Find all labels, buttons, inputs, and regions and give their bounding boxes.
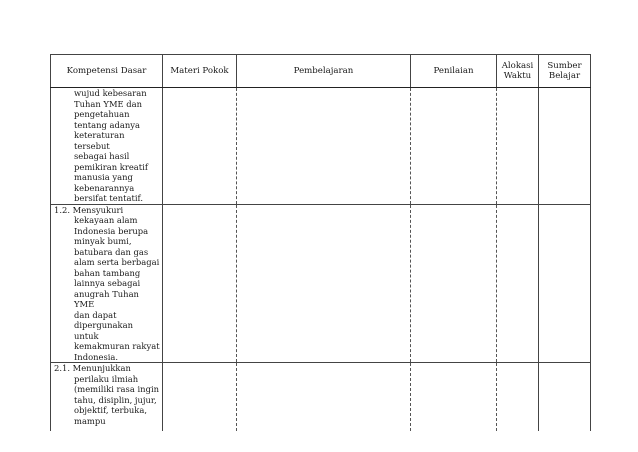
- kompetensi-cell: [51, 88, 163, 205]
- table-row: [51, 363, 591, 432]
- kompetensi-number: 2.1. Menunjukkan: [54, 363, 131, 373]
- penilaian-cell: [411, 363, 497, 432]
- pembelajaran-cell: [237, 88, 411, 205]
- header-kompetensi-dasar: Kompetensi Dasar: [51, 55, 163, 88]
- kompetensi-text: kekayaan alam Indonesia berupa minyak bumi, batubara dan gas alam serta berbagai bahan tambang lainnya sebagai anugrah Tuhan YME dan dapat dipergunakan untuk kemakmuran rakyat Indonesia.: [74, 215, 160, 362]
- kompetensi-text: wujud kebesaran Tuhan YME dan pengetahuan tentang adanya keteraturan tersebut sebagai hasil pemikiran kreatif manusia yang kebenarannya bersifat tentatif.: [74, 88, 148, 203]
- sumber-cell: [539, 204, 591, 363]
- kompetensi-cell: [51, 204, 163, 363]
- alokasi-cell: [497, 88, 539, 205]
- penilaian-cell: [411, 204, 497, 363]
- materi-cell: [163, 363, 237, 432]
- materi-cell: [163, 204, 237, 363]
- alokasi-cell: [497, 363, 539, 432]
- table-row: [51, 88, 591, 205]
- kompetensi-text: perilaku ilmiah (memiliki rasa ingin tahu, disiplin, jujur, objektif, terbuka, mampu: [74, 373, 160, 426]
- header-sumber-belajar: Sumber Belajar: [539, 55, 591, 88]
- pembelajaran-cell: [237, 204, 411, 363]
- sumber-cell: [539, 363, 591, 432]
- penilaian-cell: [411, 88, 497, 205]
- table-row: [51, 204, 591, 363]
- header-materi-pokok: Materi Pokok: [163, 55, 237, 88]
- alokasi-cell: [497, 204, 539, 363]
- kompetensi-number: 1.2. Mensyukuri: [54, 204, 124, 215]
- header-row: [51, 55, 591, 88]
- materi-cell: [163, 88, 237, 205]
- sumber-cell: [539, 88, 591, 205]
- header-penilaian: Penilaian: [411, 55, 497, 88]
- kompetensi-cell: [51, 363, 163, 432]
- header-pembelajaran: Pembelajaran: [237, 55, 411, 88]
- header-alokasi-waktu: Alokasi Waktu: [497, 55, 539, 88]
- pembelajaran-cell: [237, 363, 411, 432]
- syllabus-table: [50, 54, 591, 431]
